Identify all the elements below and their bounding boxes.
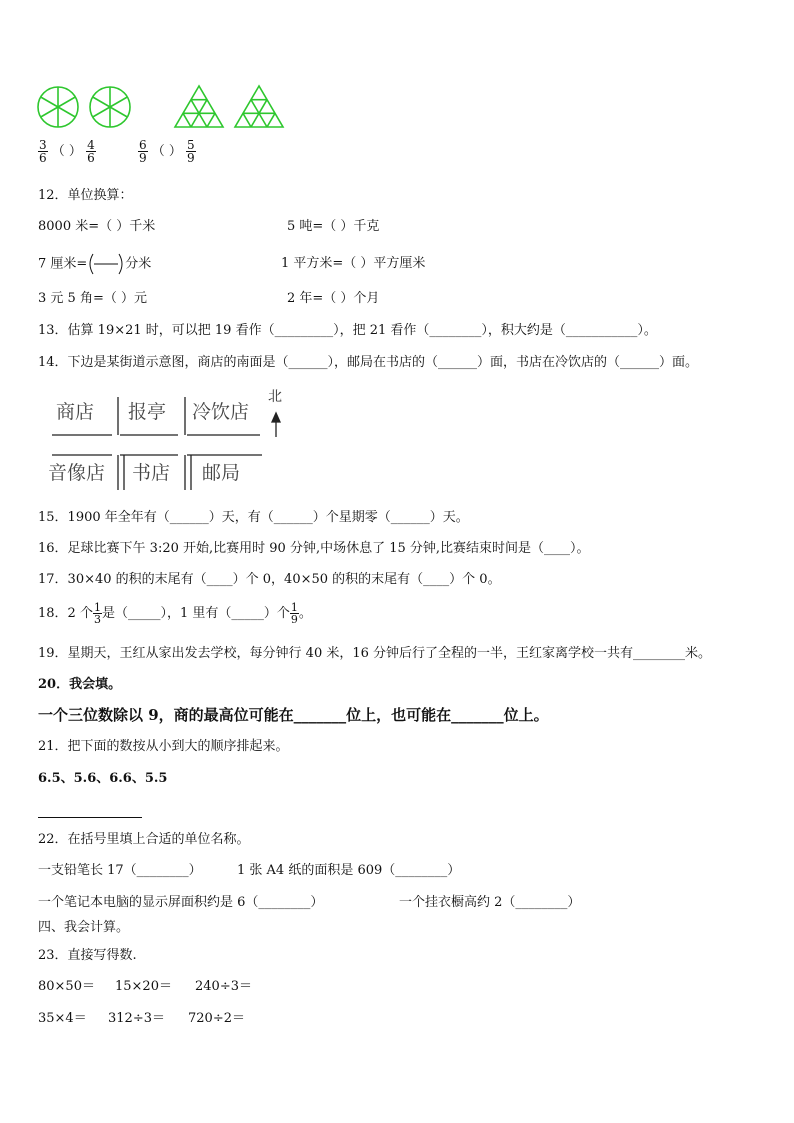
label-shop: 商店	[56, 401, 95, 423]
fraction-5-9: $\frac{5}{9}$	[187, 138, 195, 165]
q23-r1-a: 80×50＝	[38, 979, 95, 994]
q21-numbers: 6.5、5.6、6.6、5.5	[38, 771, 168, 786]
q12-row3-b: 2 年=（ ）个月	[287, 291, 380, 306]
q20-title: 20．我会填。	[38, 677, 122, 692]
q23-r2-b: 312÷3＝	[108, 1011, 165, 1026]
label-bookstore: 书店	[132, 462, 171, 484]
q14: 14．下边是某街道示意图，商店的南面是（______），邮局在书店的（______）面，书店在冷饮店的（______）面。	[38, 355, 699, 370]
q23-title: 23．直接写得数.	[38, 948, 137, 963]
label-post-office: 邮局	[202, 462, 241, 484]
section-4-title: 四、我会计算。	[38, 920, 130, 935]
label-video-store: 音像店	[48, 462, 106, 484]
fraction-compare-row	[38, 139, 196, 164]
circle-sixths-2	[90, 87, 130, 127]
q23-r2-a: 35×4＝	[38, 1011, 87, 1026]
fraction-answer-box[interactable]	[87, 253, 125, 275]
compare-blank-2[interactable]: （ ）	[151, 144, 182, 159]
answer-line[interactable]	[38, 817, 142, 818]
triangle-ninths-1	[175, 86, 223, 127]
label-coldshop: 冷饮店	[192, 401, 250, 423]
q12-title: 12．单位换算：	[38, 188, 133, 203]
q23-r1-b: 15×20＝	[115, 979, 172, 994]
q22-d: 一个挂衣橱高约 2（________）	[399, 895, 581, 910]
q12-row1-b: 5 吨=（ ）千克	[287, 219, 380, 234]
triangle-ninths-2	[235, 86, 283, 127]
q12-row2-a: 7 厘米= 分米	[38, 253, 151, 275]
q12-row2-b: 1 平方米=（ ）平方厘米	[281, 256, 426, 271]
q22-a: 一支铅笔长 17（________）	[38, 863, 202, 878]
fraction-shapes	[34, 84, 294, 134]
label-north: 北	[268, 389, 282, 405]
north-arrow-icon	[272, 413, 280, 437]
q17: 17．30×40 的积的末尾有（____）个 0，40×50 的积的末尾有（____）个 0。	[38, 572, 501, 587]
q15: 15．1900 年全年有（______）天，有（______）个星期零（______）天。	[38, 510, 469, 525]
label-kiosk: 报亭	[128, 401, 167, 423]
q19: 19．星期天，王红从家出发去学校，每分钟行 40 米，16 分钟后行了全程的一半，王红家离学校一共有________米。	[38, 646, 712, 661]
q12-row1-a: 8000 米=（ ）千米	[38, 219, 156, 234]
q22-c: 一个笔记本电脑的显示屏面积约是 6（________）	[38, 895, 324, 910]
fraction-3-6: $\frac{3}{6}$	[39, 138, 47, 165]
q18: 18．2 个 $\frac{1}{3}$ 是（_____），1 里有（_____）个 $\frac{1}{9}$ 。	[38, 601, 312, 626]
q22-b: 1 张 A4 纸的面积是 609（________）	[237, 863, 461, 878]
q23-r2-c: 720÷2＝	[188, 1011, 245, 1026]
q21-title: 21．把下面的数按从小到大的顺序排起来。	[38, 739, 289, 754]
street-map	[40, 385, 300, 500]
q20-body: 一个三位数除以 9，商的最高位可能在_______位上，也可能在_______位上。	[38, 706, 549, 724]
q12-row3-a: 3 元 5 角=（ ）元	[38, 291, 147, 306]
fraction-1-3: $\frac{1}{3}$	[93, 601, 101, 626]
q13: 13．估算 19×21 时，可以把 19 看作（_________），把 21 看作（________），积大约是（___________）。	[38, 323, 657, 338]
q16: 16．足球比赛下午 3:20 开始,比赛用时 90 分钟,中场休息了 15 分钟,比赛结束时间是（____）。	[38, 541, 590, 556]
q22-title: 22．在括号里填上合适的单位名称。	[38, 832, 250, 847]
fraction-6-9: $\frac{6}{9}$	[138, 138, 147, 165]
compare-blank-1[interactable]: （ ）	[51, 144, 82, 159]
fraction-1-9: $\frac{1}{9}$	[290, 601, 298, 626]
circle-sixths-1	[38, 87, 78, 127]
fraction-4-6: $\frac{4}{6}$	[87, 138, 95, 165]
q23-r1-c: 240÷3＝	[195, 979, 252, 994]
